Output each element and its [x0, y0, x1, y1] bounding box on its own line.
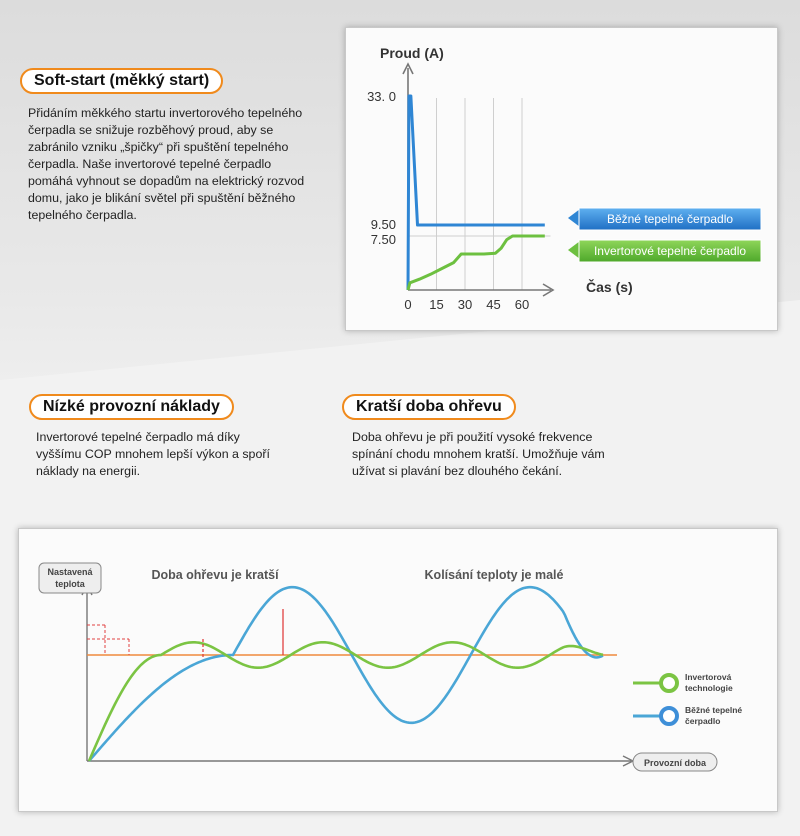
legend-inverter: [633, 672, 733, 693]
series-line-inverter: [408, 236, 545, 290]
legend-inverter: [568, 240, 761, 262]
legend-pointer: [568, 209, 580, 227]
heating-title: Kratší doba ohřevu: [342, 394, 516, 420]
softstart-line: Přidáním měkkého startu invertorového tepelného: [28, 106, 303, 120]
y-tick-label: 33. 0: [367, 89, 396, 104]
x-tick-label: 0: [404, 297, 412, 312]
annotation-fluctuation: Kolísání teploty je malé: [424, 568, 564, 582]
soft-start-chart: [346, 28, 777, 330]
heating-description: [352, 429, 652, 480]
softstart-line: domu, jako je blikání světel při spuštění běžného: [28, 191, 296, 205]
x-tick-label: 15: [429, 297, 444, 312]
legend-label: technologie: [685, 683, 733, 693]
x-axis-label: Provozní doba: [643, 758, 707, 768]
x-axis-label: Čas (s): [586, 279, 633, 295]
softstart-line: čerpadla. Naše invertorové tepelné čerpadlo: [28, 157, 272, 171]
costs-line: vyššímu COP mnohem lepší výkon a spoří: [36, 447, 270, 461]
annotation-heating: Doba ohřevu je kratší: [151, 568, 279, 582]
series-line-inverter: [89, 642, 603, 761]
soft-start-chart-panel: [345, 27, 778, 331]
y-axis-label: Nastavená: [47, 567, 93, 577]
temperature-chart: [19, 529, 777, 811]
softstart-description: [28, 105, 328, 224]
legend-label: Běžné tepelné: [685, 705, 743, 715]
softstart-line: čerpadla se snižuje rozběhový proud, aby se: [28, 123, 274, 137]
legend-marker: [661, 708, 677, 724]
x-tick-label: 60: [514, 297, 530, 312]
y-tick-label: 7.50: [370, 232, 396, 247]
costs-line: náklady na energii.: [36, 464, 141, 478]
legend-conventional: [568, 208, 761, 230]
temperature-chart-panel: [18, 528, 778, 812]
softstart-line: tepelného čerpadla.: [28, 208, 137, 222]
heating-line: Doba ohřevu je při použití vysoké frekvence: [352, 430, 593, 444]
legend-label: čerpadlo: [685, 716, 721, 726]
costs-title: Nízké provozní náklady: [29, 394, 234, 420]
y-axis-label: teplota: [55, 579, 85, 589]
series-line-conventional: [89, 587, 603, 761]
legend-marker: [661, 675, 677, 691]
heating-line: spínání chodu mnohem kratší. Umožňuje vám: [352, 447, 605, 461]
legend-conventional: [633, 705, 742, 726]
legend-label: Běžné tepelné čerpadlo: [606, 212, 734, 226]
legend-label: Invertorové tepelné čerpadlo: [593, 244, 747, 258]
y-tick-label: 9.50: [370, 217, 396, 232]
heating-line: užívat si plavání bez dlouhého čekání.: [352, 464, 563, 478]
softstart-line: pomáhá vyhnout se dopadům na elektrický rozvod: [28, 174, 305, 188]
softstart-line: zabránilo vzniku „špičky“ při spuštění tepelného: [28, 140, 289, 154]
costs-line: Invertorové tepelné čerpadlo má díky: [36, 430, 240, 444]
series-line-conventional: [408, 96, 545, 290]
softstart-title: Soft-start (měkký start): [20, 68, 223, 94]
x-tick-label: 30: [457, 297, 473, 312]
costs-description: [36, 429, 326, 480]
legend-label: Invertorová: [685, 672, 732, 682]
legend-pointer: [568, 241, 580, 259]
y-axis-label: Proud (A): [380, 45, 444, 61]
x-tick-label: 45: [486, 297, 501, 312]
